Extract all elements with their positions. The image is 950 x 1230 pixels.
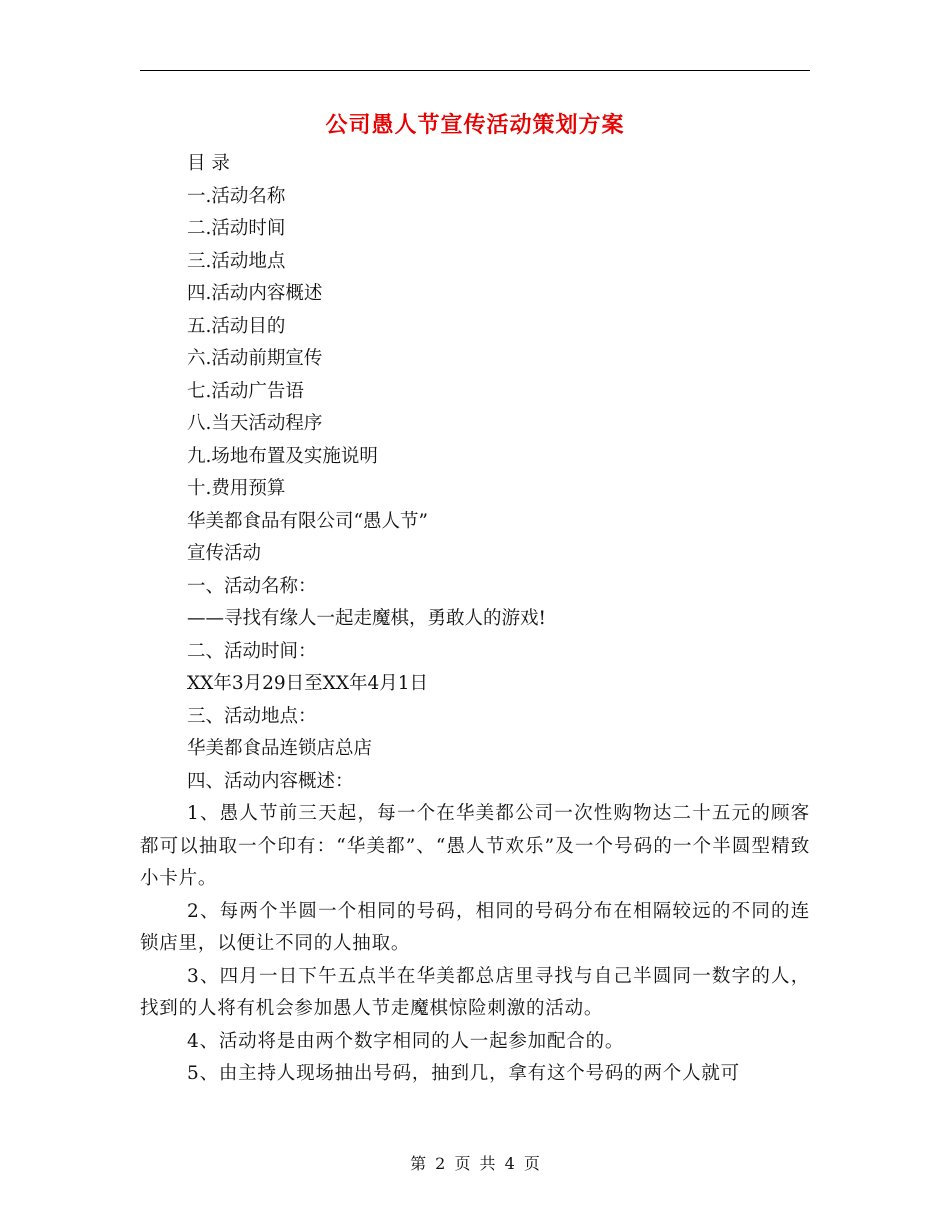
toc-item: 九.场地布置及实施说明: [187, 445, 378, 467]
section-heading: 一、活动名称：: [187, 575, 317, 597]
toc-item: 一.活动名称: [187, 185, 286, 207]
intro-subtitle-line: 宣传活动: [187, 543, 262, 564]
section-heading: 二、活动时间：: [187, 640, 317, 662]
content-paragraph: 2、每两个半圆一个相同的号码，相同的号码分布在相隔较远的不同的连锁店里，以便让不同的人抽取。: [140, 900, 810, 954]
toc-item: 五.活动目的: [187, 315, 286, 337]
toc-item: 二.活动时间: [187, 218, 286, 239]
toc-item: 四.活动内容概述: [187, 283, 323, 304]
section-content: XX年3月29日至XX年4月1日: [187, 673, 429, 694]
content-paragraph: 3、四月一日下午五点半在华美都总店里寻找与自己半圆同一数字的人，找到的人将有机会参加愚人节走魔棋惊险刺激的活动。: [140, 965, 810, 1019]
toc-item: 六.活动前期宣传: [187, 348, 323, 369]
section-content: ——寻找有缘人一起走魔棋，勇敢人的游戏!: [187, 608, 546, 629]
section-content: 华美都食品连锁店总店: [187, 738, 373, 759]
toc-item: 七.活动广告语: [187, 380, 304, 402]
content-paragraph: 5、由主持人现场抽出号码，抽到几，拿有这个号码的两个人就可: [187, 1063, 740, 1084]
content-paragraph: 1、愚人节前三天起，每一个在华美都公司一次性购物达二十五元的顾客都可以抽取一个印有：“华美都”、“愚人节欢乐”及一个号码的一个半圆型精致小卡片。: [140, 803, 810, 889]
toc-heading: 目 录: [187, 153, 230, 174]
content-paragraph: 4、活动将是由两个数字相同的人一起参加配合的。: [187, 1030, 625, 1052]
intro-company-line: 华美都食品有限公司“愚人节”: [187, 510, 428, 532]
section-heading: 三、活动地点：: [187, 705, 317, 727]
page-footer: 第 2 页 共 4 页: [410, 1154, 540, 1173]
toc-item: 三.活动地点: [187, 250, 286, 272]
header-rule: [140, 70, 810, 71]
section-heading: 四、活动内容概述：: [187, 770, 354, 792]
document-title: 公司愚人节宣传活动策划方案: [325, 112, 625, 138]
document-body: [140, 148, 810, 1091]
toc-item: 八.当天活动程序: [187, 413, 323, 434]
toc-item: 十.费用预算: [187, 478, 286, 499]
